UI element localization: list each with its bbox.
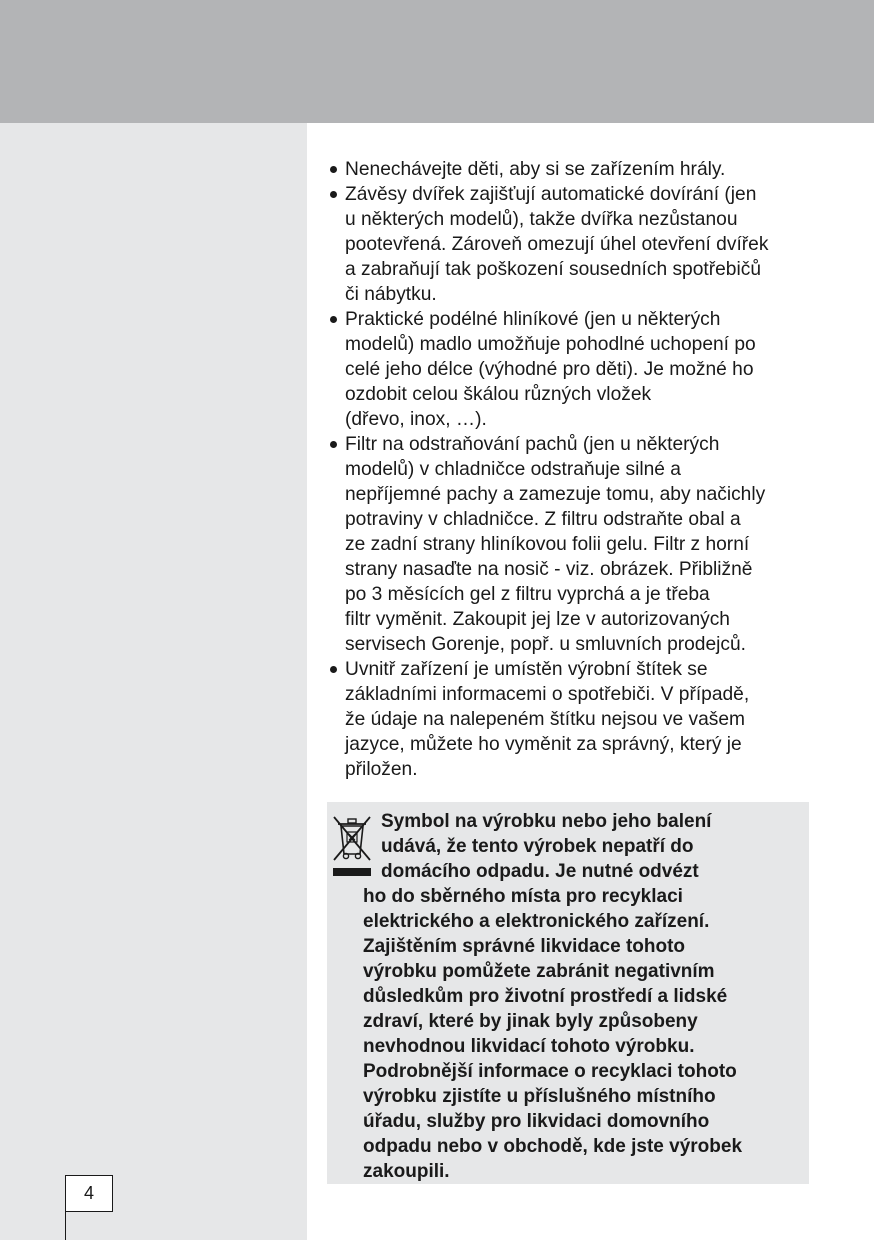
header-band	[0, 0, 874, 123]
text-line: udává, že tento výrobek nepatří do	[381, 836, 694, 857]
main-content	[327, 157, 867, 782]
text-line: a zabraňují tak poškození sousedních spotřebičů	[345, 259, 761, 280]
bullet-item-rating-label	[327, 657, 867, 782]
bullet-item-children	[327, 157, 867, 182]
text-line: pootevřená. Zároveň omezují úhel otevření dvířek	[345, 234, 769, 255]
text-line: odpadu nebo v obchodě, kde jste výrobek	[363, 1136, 743, 1157]
text-line: ozdobit celou škálou různých vložek	[345, 384, 652, 405]
text-line: (dřevo, inox, …).	[345, 409, 487, 430]
text-line: výrobku zjistíte u příslušného místního	[363, 1086, 716, 1107]
text-line: u některých modelů), takže dvířka nezůstanou	[345, 209, 738, 230]
text-line: že údaje na nalepeném štítku nejsou ve vašem	[345, 709, 745, 730]
text-line: jazyce, můžete ho vyměnit za správný, který je	[345, 734, 742, 755]
text-line: Zajištěním správné likvidace tohoto	[363, 936, 686, 957]
text-line: elektrického a elektronického zařízení.	[363, 911, 710, 932]
text-line: základními informacemi o spotřebiči. V případě,	[345, 684, 750, 705]
text-line: celé jeho délce (výhodné pro děti). Je možné ho	[345, 359, 754, 380]
text-line: Filtr na odstraňování pachů (jen u některých	[345, 434, 720, 455]
text-line: zakoupili.	[363, 1161, 450, 1182]
text-line: nepříjemné pachy a zamezuje tomu, aby načichly	[345, 484, 766, 505]
text-line: zdraví, které by jinak byly způsobeny	[363, 1011, 698, 1032]
text-line: výrobku pomůžete zabránit negativním	[363, 961, 715, 982]
text-line: Závěsy dvířek zajišťují automatické dovírání (jen	[345, 184, 757, 205]
text-line: modelů) v chladničce odstraňuje silné a	[345, 459, 681, 480]
bullet-list	[327, 157, 867, 782]
weee-notice-text	[327, 809, 805, 1184]
page-number: 4	[65, 1175, 113, 1212]
page-number-stem	[65, 1211, 66, 1240]
bullet-item-handle	[327, 307, 867, 432]
text-line: nevhodnou likvidací tohoto výrobku.	[363, 1036, 695, 1057]
text-line: domácího odpadu. Je nutné odvézt	[381, 861, 699, 882]
bullet-item-odour-filter	[327, 432, 867, 657]
text-line: či nábytku.	[345, 284, 437, 305]
text-line: po 3 měsících gel z filtru vyprchá a je třeba	[345, 584, 710, 605]
bullet-item-door-hinges	[327, 182, 867, 307]
text-line: strany nasaďte na nosič - viz. obrázek. Přibližně	[345, 559, 753, 580]
text-line: přiložen.	[345, 759, 418, 780]
text-line: Podrobnější informace o recyklaci tohoto	[363, 1061, 737, 1082]
text-line: Symbol na výrobku nebo jeho balení	[381, 811, 712, 832]
text-line: Praktické podélné hliníkové (jen u některých	[345, 309, 721, 330]
text-line: Nenechávejte děti, aby si se zařízením hrály.	[345, 159, 726, 180]
text-line: modelů) madlo umožňuje pohodlné uchopení po	[345, 334, 756, 355]
text-line: úřadu, služby pro likvidaci domovního	[363, 1111, 710, 1132]
text-line: filtr vyměnit. Zakoupit jej lze v autorizovaných	[345, 609, 730, 630]
weee-notice-box	[327, 802, 809, 1184]
text-line: důsledkům pro životní prostředí a lidské	[363, 986, 728, 1007]
text-line: ze zadní strany hliníkovou folii gelu. Filtr z horní	[345, 534, 750, 555]
text-line: Uvnitř zařízení je umístěn výrobní štítek se	[345, 659, 708, 680]
text-line: potraviny v chladničce. Z filtru odstraňte obal a	[345, 509, 741, 530]
text-line: ho do sběrného místa pro recyklaci	[363, 886, 683, 907]
side-panel	[0, 123, 307, 1240]
text-line: servisech Gorenje, popř. u smluvních prodejců.	[345, 634, 746, 655]
